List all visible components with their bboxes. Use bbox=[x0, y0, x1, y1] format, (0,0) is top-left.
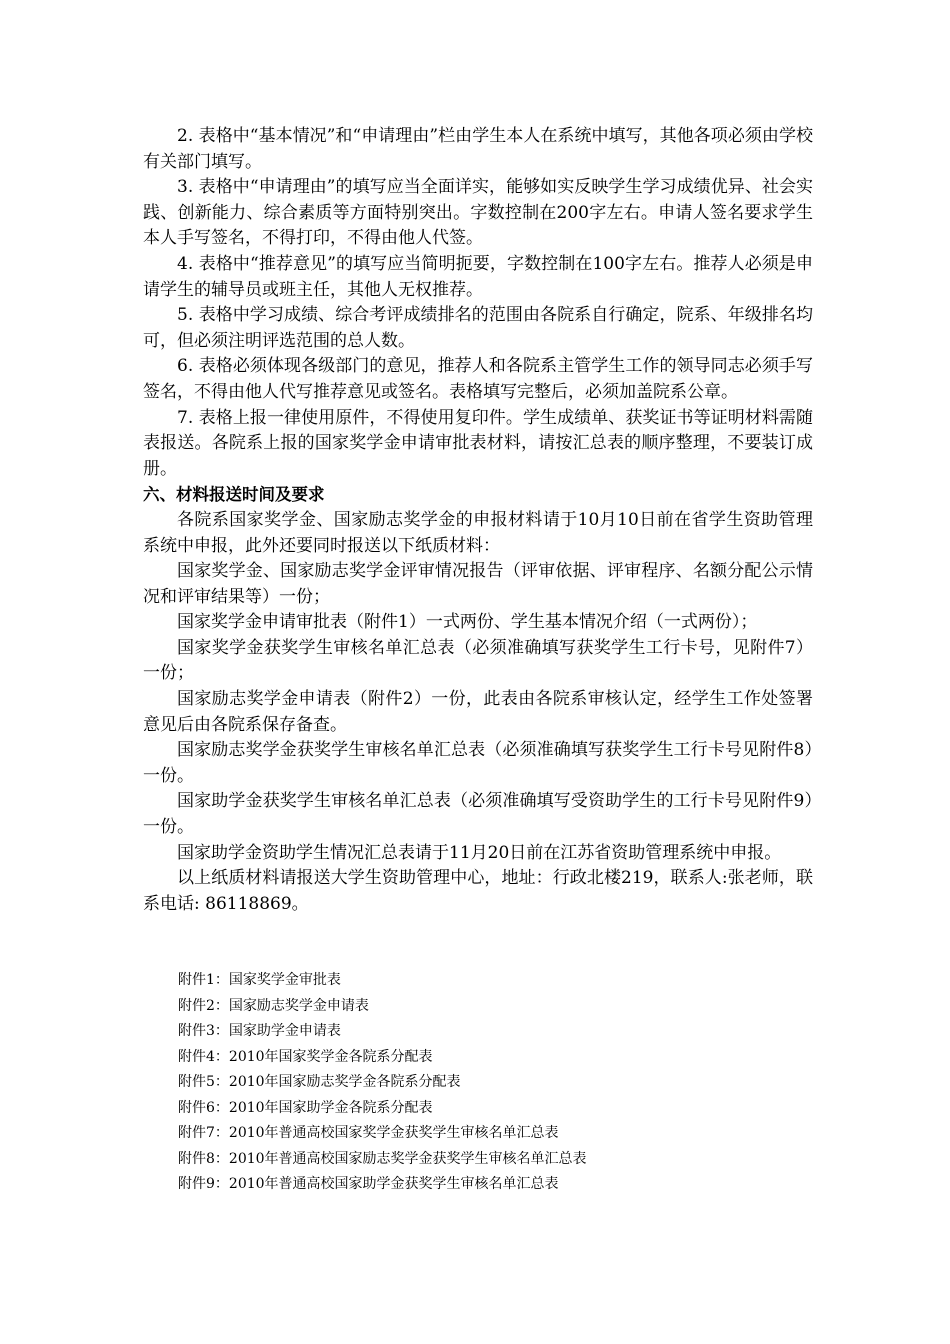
paragraph-item-6: 6. 表格必须体现各级部门的意见，推荐人和各院系主管学生工作的领导同志必须手写签名，不得由他人代写推荐意见或签名。表格填写完整后，必须加盖院系公章。 bbox=[143, 356, 813, 402]
attachment-item: 附件1：国家奖学金审批表 bbox=[178, 972, 341, 989]
attachment-item: 附件3：国家助学金申请表 bbox=[178, 1023, 341, 1040]
material-item: 国家励志奖学金获奖学生审核名单汇总表（必须准确填写获奖学生工行卡号见附件8）一份。 bbox=[143, 740, 813, 786]
material-item: 国家助学金资助学生情况汇总表请于11月20日前在江苏省资助管理系统中申报。 bbox=[177, 842, 782, 863]
paragraph-item-4: 4. 表格中“推荐意见”的填写应当简明扼要，字数控制在100字左右。推荐人必须是申请学生的辅导员或班主任，其他人无权推荐。 bbox=[143, 253, 813, 300]
attachment-item: 附件4：2010年国家奖学金各院系分配表 bbox=[178, 1048, 433, 1065]
contact-paragraph: 以上纸质材料请报送大学生资助管理中心，地址：行政北楼219，联系人:张老师，联系电话: 86118869。 bbox=[143, 868, 813, 914]
attachment-item: 附件2：国家励志奖学金申请表 bbox=[178, 997, 369, 1014]
attachment-list bbox=[143, 968, 813, 1198]
attachment-item: 附件5：2010年国家励志奖学金各院系分配表 bbox=[178, 1074, 461, 1091]
spacer bbox=[143, 917, 813, 968]
paragraph-item-2: 2. 表格中“基本情况”和“申请理由”栏由学生本人在系统中填写，其他各项必须由学校有关部门填写。 bbox=[143, 126, 813, 172]
material-item: 国家奖学金申请审批表（附件1）一式两份、学生基本情况介绍（一式两份）； bbox=[177, 612, 758, 633]
attachment-item: 附件6：2010年国家助学金各院系分配表 bbox=[178, 1099, 433, 1116]
attachment-item: 附件8：2010年普通高校国家励志奖学金获奖学生审核名单汇总表 bbox=[178, 1150, 587, 1167]
document-page bbox=[143, 124, 813, 1198]
paragraph-item-5: 5. 表格中学习成绩、综合考评成绩排名的范围由各院系自行确定，院系、年级排名均可，但必须注明评选范围的总人数。 bbox=[143, 305, 813, 351]
section-heading: 六、材料报送时间及要求 bbox=[143, 485, 325, 505]
material-item: 国家励志奖学金申请表（附件2）一份，此表由各院系审核认定，经学生工作处签署意见后由各院系保存备查。 bbox=[143, 689, 813, 735]
paragraph-item-7: 7. 表格上报一律使用原件，不得使用复印件。学生成绩单、获奖证书等证明材料需随表报送。各院系上报的国家奖学金申请审批表材料，请按汇总表的顺序整理，不要装订成册。 bbox=[143, 407, 813, 479]
section-intro-paragraph: 各院系国家奖学金、国家励志奖学金的申报材料请于10月10日前在省学生资助管理系统中申报，此外还要同时报送以下纸质材料： bbox=[143, 509, 813, 556]
attachment-item: 附件9：2010年普通高校国家助学金获奖学生审核名单汇总表 bbox=[178, 1176, 559, 1193]
attachment-item: 附件7：2010年普通高校国家奖学金获奖学生审核名单汇总表 bbox=[178, 1125, 559, 1142]
material-item: 国家奖学金、国家励志奖学金评审情况报告（评审依据、评审程序、名额分配公示情况和评审结果等）一份； bbox=[143, 561, 813, 607]
material-item: 国家奖学金获奖学生审核名单汇总表（必须准确填写获奖学生工行卡号，见附件7）一份； bbox=[143, 637, 813, 684]
paragraph-item-3: 3. 表格中“申请理由”的填写应当全面详实，能够如实反映学生学习成绩优异、社会实践、创新能力、综合素质等方面特别突出。字数控制在200字左右。申请人签名要求学生本人手写签名，不得打印，不得由他人代签。 bbox=[143, 177, 813, 249]
material-item: 国家助学金获奖学生审核名单汇总表（必须准确填写受资助学生的工行卡号见附件9）一份。 bbox=[143, 791, 813, 838]
